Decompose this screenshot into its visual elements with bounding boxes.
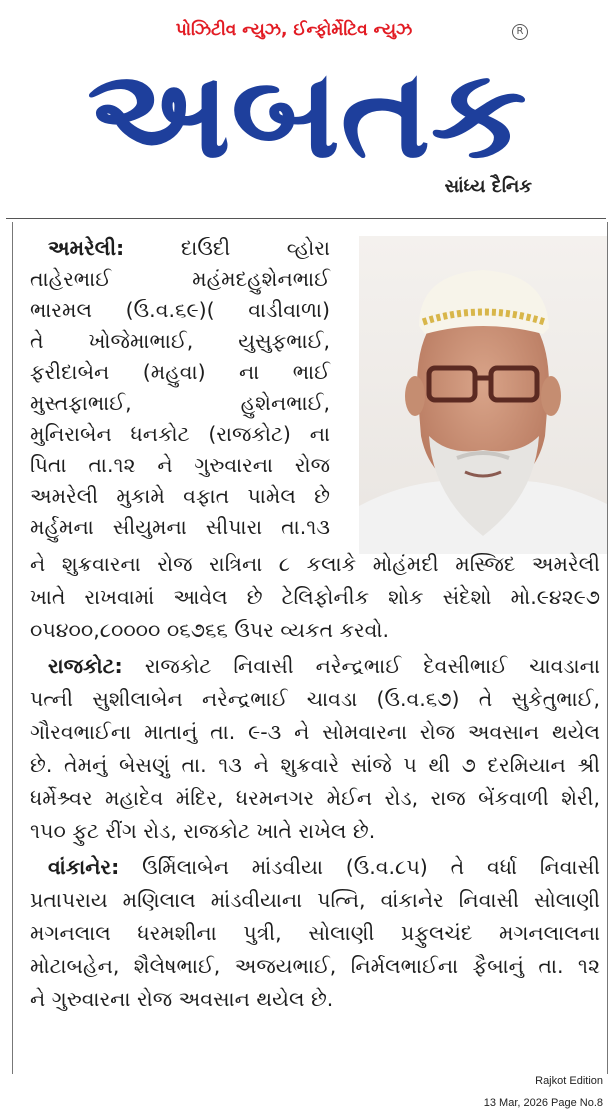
- obituary-text: અમરેલી મુકામે વફાત પામેલ છે: [30, 484, 330, 508]
- obituary-text: ખાતે રાખવામાં આવેલ છે ટેલિફોનીક શોક સંદેશો મો.૯૪૨૯૭: [30, 585, 600, 609]
- newspaper-logo: [82, 44, 532, 174]
- paragraph-wankaner-line-1: [30, 852, 600, 883]
- obituary-text: મગનલાલ ધરમશીના પુત્રી, સોલાણી પ્રફુલચંદ મગનલાલના: [30, 921, 600, 945]
- tagline: પોઝિટીવ ન્યુઝ, ઈન્ફોર્મેટિવ ન્યુઝ: [175, 20, 413, 40]
- obituary-text: પિતા તા.૧૨ ને ગુરુવારના રોજ: [30, 453, 330, 477]
- obituary-text: દાઉદી વ્હોરા: [180, 236, 330, 260]
- registered-mark-icon: R: [512, 24, 528, 40]
- masthead: [0, 0, 613, 212]
- obituary-text: પત્ની સુશીલાબેન નરેન્દ્રભાઈ ચાવડા (ઉ.વ.૬૭) તે સુકેતુભાઈ,: [30, 687, 600, 711]
- obituary-text: ધર્મેશ્ર્વર મહાદેવ મંદિર, ધરમનગર મેઈન રોડ, રાજ બેંકવાળી શેરી,: [30, 786, 600, 810]
- place-label-amreli: અમરેલી:: [48, 236, 125, 260]
- obituary-text: ને શુક્રવારના રોજ રાત્રિના ૮ કલાકે મોહંમદી મસ્જિદ અમરેલી: [30, 552, 600, 576]
- obituary-text: ગૌરવભાઈના માતાનું તા. ૯-૩ ને સોમવારના રોજ અવસાન થયેલ: [30, 720, 600, 744]
- obituary-text: મુનિરાબેન ધનકોટ (રાજકોટ) ના: [30, 422, 330, 446]
- obituary-text: ઉર્મિલાબેન માંડવીયા (ઉ.વ.૮૫) તે વર્ધા નિવાસી: [142, 855, 600, 879]
- place-label-rajkot: રાજકોટ:: [48, 654, 123, 678]
- edition-label: Rajkot Edition: [535, 1075, 603, 1087]
- paragraph-rajkot-line-1: [30, 651, 600, 682]
- obituary-text: મર્હુમના સીયુમના સીપારા તા.૧૩: [30, 515, 330, 539]
- obituary-text: મોટાબહેન, શૈલેષભાઈ, અજયભાઈ, નિર્મલભાઈના ફૈબાનું તા. ૧૨: [30, 954, 600, 978]
- obituary-text: પ્રતાપરાય મણિલાલ માંડવીયાના પત્નિ, વાંકાનેર નિવાસી સોલાણી: [30, 888, 600, 912]
- portrait-photo: [359, 236, 607, 554]
- obituary-text: ૧૫૦ ફુટ રીંગ રોડ, રાજકોટ ખાતે રાખેલ છે.: [30, 819, 376, 843]
- divider: [6, 218, 606, 219]
- obituary-text: તાહેરભાઈ મહંમદહુશેનભાઈ: [30, 267, 330, 291]
- obituary-text: ભારમલ (ઉ.વ.૬૯)( વાડીવાળા): [30, 298, 330, 322]
- obituary-text: મુસ્તફાભાઈ, હુશેનભાઈ,: [30, 391, 330, 415]
- place-label-wankaner: વાંકાનેર:: [48, 855, 120, 879]
- obituary-text: છે. તેમનું બેસણું તા. ૧૩ ને શુક્રવારે સાંજે ૫ થી ૭ દરમિયાન શ્રી: [30, 753, 600, 777]
- obituary-text: ૦૫૪૦૦,૮૦૦૦૦ ૦૬૭૬૬ ઉપર વ્યકત કરવો.: [30, 618, 390, 642]
- date-page-label: 13 Mar, 2026 Page No.8: [483, 1097, 603, 1109]
- logo-text: અબતક: [87, 44, 527, 174]
- obituary-text: તે ખોજેમાભાઈ, યુસુફભાઈ,: [30, 329, 330, 353]
- obituary-text: ને ગુરુવારના રોજ અવસાન થયેલ છે.: [30, 987, 334, 1011]
- obituary-article: [12, 222, 608, 1074]
- obituary-text: રાજકોટ નિવાસી નરેન્દ્રભાઈ દેવસીભાઈ ચાવડાના: [144, 654, 600, 678]
- obituary-text: ફરીદાબેન (મહુવા) ના ભાઈ: [30, 360, 330, 384]
- paragraph-amreli-line-1: [30, 233, 330, 264]
- masthead-subtitle: સાંધ્ય દૈનિક: [444, 176, 532, 197]
